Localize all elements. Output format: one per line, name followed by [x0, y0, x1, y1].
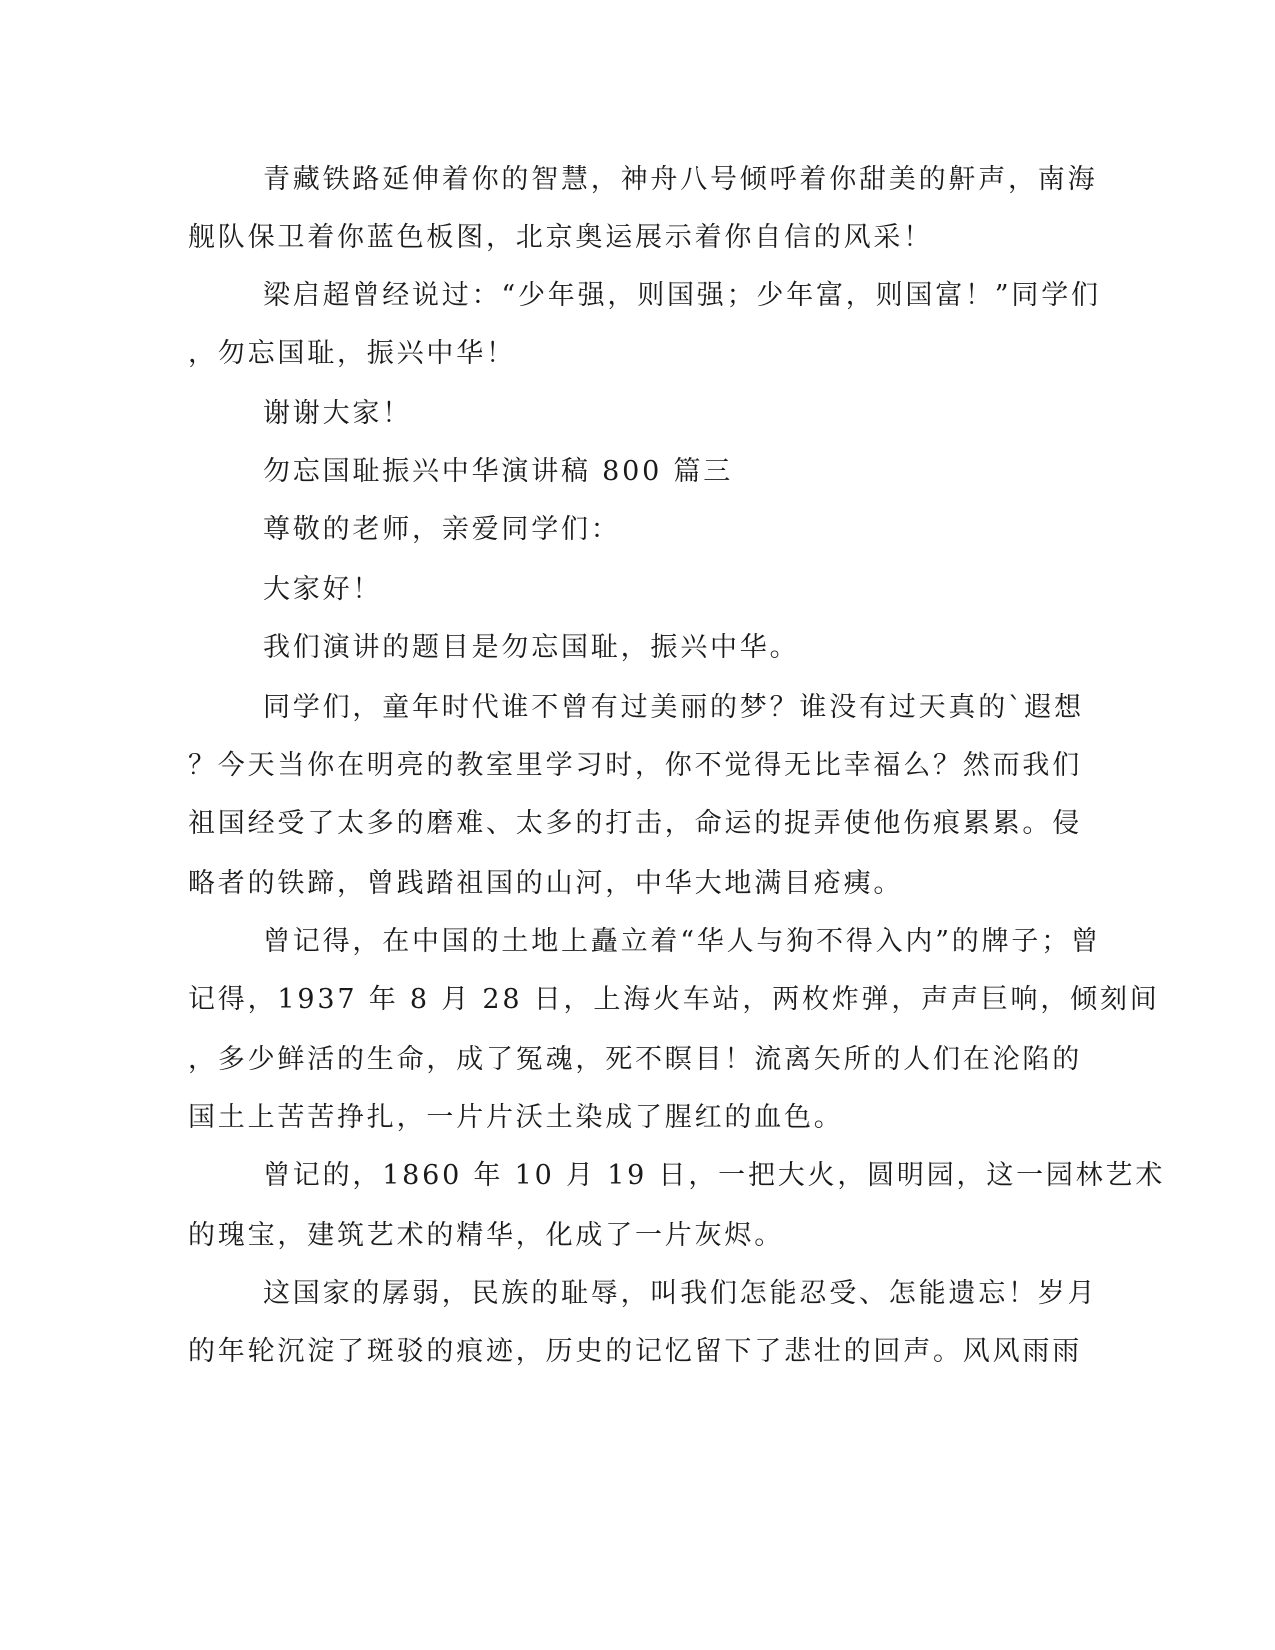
section-heading: 勿忘国耻振兴中华演讲稿 800 篇三	[263, 456, 734, 487]
text-line: 国土上苦苦挣扎，一片片沃土染成了腥红的血色。	[188, 1102, 844, 1133]
text-line: 尊敬的老师，亲爱同学们：	[263, 514, 621, 545]
text-line: 的瑰宝，建筑艺术的精华，化成了一片灰烬。	[188, 1220, 784, 1251]
text-line: ？今天当你在明亮的教室里学习时，你不觉得无比幸福么？然而我们	[188, 750, 1082, 781]
text-line: 梁启超曾经说过：“少年强，则国强；少年富，则国富！”同学们	[263, 280, 1101, 311]
text-line: 略者的铁蹄，曾践踏祖国的山河，中华大地满目疮痍。	[188, 868, 904, 899]
text-line: 记得，1937 年 8 月 28 日，上海火车站，两枚炸弹，声声巨响，倾刻间	[188, 984, 1160, 1015]
text-line: ，多少鲜活的生命，成了冤魂，死不瞑目！流离矢所的人们在沦陷的	[188, 1044, 1082, 1075]
text-line: ，勿忘国耻，振兴中华！	[188, 338, 516, 369]
text-line: 舰队保卫着你蓝色板图，北京奥运展示着你自信的风采！	[188, 222, 933, 253]
text-line: 的年轮沉淀了斑驳的痕迹，历史的记忆留下了悲壮的回声。风风雨雨	[188, 1336, 1082, 1367]
text-line: 同学们，童年时代谁不曾有过美丽的梦？谁没有过天真的`遐想	[263, 692, 1084, 723]
text-line: 青藏铁路延伸着你的智慧，神舟八号倾呼着你甜美的鼾声，南海	[263, 164, 1098, 195]
text-line: 这国家的孱弱，民族的耻辱，叫我们怎能忍受、怎能遗忘！岁月	[263, 1278, 1098, 1309]
text-line: 祖国经受了太多的磨难、太多的打击，命运的捉弄使他伤痕累累。侵	[188, 808, 1082, 839]
text-line: 曾记得，在中国的土地上矗立着“华人与狗不得入内”的牌子；曾	[263, 926, 1101, 957]
text-line: 谢谢大家！	[263, 398, 412, 429]
text-line: 大家好！	[263, 574, 383, 605]
text-line: 曾记的，1860 年 10 月 19 日，一把大火，圆明园，这一园林艺术	[263, 1160, 1166, 1191]
text-line: 我们演讲的题目是勿忘国耻，振兴中华。	[263, 632, 800, 663]
